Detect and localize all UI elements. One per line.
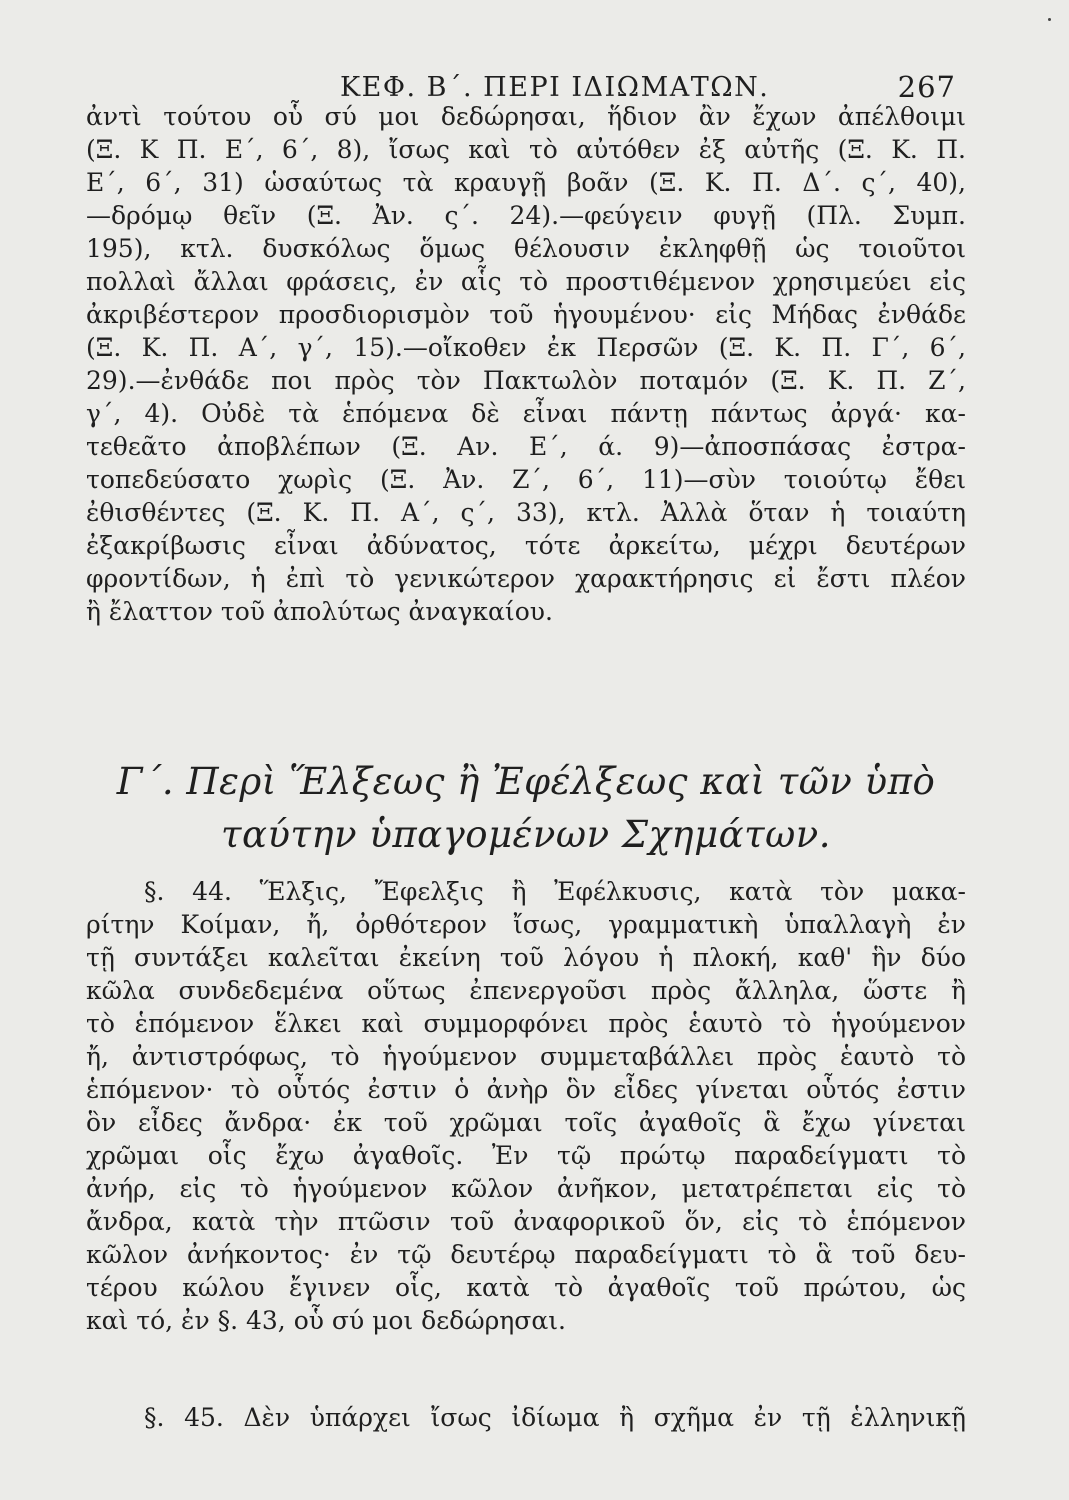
section-heading-line-2: ταύτην ὑπαγομένων Σχημάτων. — [220, 813, 832, 856]
text-line: 195), κτλ. δυσκόλως ὅμως θέλουσιν ἐκληφθῇ ὡς τοιοῦτοι — [86, 234, 966, 263]
text-line: καὶ τό, ἐν §. 43, οὗ σύ μοι δεδώρησαι. — [86, 1306, 566, 1335]
text-line: —δρόμῳ θεῖν (Ξ. Ἀν. ς΄. 24).—φεύγειν φυγῇ (Πλ. Συμπ. — [86, 201, 966, 230]
text-line: ἐθισθέντες (Ξ. Κ. Π. Α΄, ς΄, 33), κτλ. Ἀλλὰ ὅταν ἡ τοιαύτη — [86, 498, 966, 527]
text-line: τέρου κώλου ἔγινεν οἷς, κατὰ τὸ ἀγαθοῖς τοῦ πρώτου, ὡς — [86, 1273, 966, 1302]
text-line: ἑπόμενον· τὸ οὗτός ἐστιν ὁ ἀνὴρ ὃν εἶδες γίνεται οὗτός ἐστιν — [86, 1075, 966, 1104]
text-line: κῶλον ἀνήκοντος· ἐν τῷ δευτέρῳ παραδείγματι τὸ ἃ τοῦ δευ- — [86, 1240, 966, 1269]
text-line: ἀντὶ τούτου οὗ σύ μοι δεδώρησαι, ἥδιον ἂν ἔχων ἀπέλθοιμι — [86, 102, 966, 131]
text-line: §. 45. Δὲν ὑπάρχει ἴσως ἰδίωμα ἢ σχῆμα ἐν τῇ ἑλληνικῇ — [144, 1403, 966, 1432]
section-heading — [86, 755, 966, 861]
text-line: τεθεᾶτο ἀποβλέπων (Ξ. Αν. Ε΄, ά. 9)—ἀποσπάσας ἐστρα- — [86, 432, 966, 461]
page-number: 267 — [897, 70, 956, 104]
text-line: 29).—ἐνθάδε ποι πρὸς τὸν Πακτωλὸν ποταμόν (Ξ. Κ. Π. Ζ΄, — [86, 366, 966, 395]
paragraph-1 — [86, 100, 966, 628]
text-line: χρῶμαι οἷς ἔχω ἀγαθοῖς. Ἐν τῷ πρώτῳ παραδείγματι τὸ — [86, 1141, 966, 1170]
text-line: γ΄, 4). Οὐδὲ τὰ ἑπόμενα δὲ εἶναι πάντῃ πάντως ἀργά· κα- — [86, 399, 966, 428]
running-title: ΚΕΦ. Β΄. ΠΕΡΙ ΙΔΙΩΜΑΤΩΝ. — [340, 72, 770, 103]
text-line: (Ξ. Κ. Π. Α΄, γ΄, 15).—οἴκοθεν ἐκ Περσῶν (Ξ. Κ. Π. Γ΄, 6΄, — [86, 333, 966, 362]
text-line: ἐξακρίβωσις εἶναι ἀδύνατος, τότε ἀρκείτω, μέχρι δευτέρων — [86, 531, 966, 560]
page-speck — [1048, 18, 1051, 21]
text-line: τῇ συντάξει καλεῖται ἐκείνη τοῦ λόγου ἡ πλοκή, καθ' ἣν δύο — [86, 943, 966, 972]
text-line: πολλαὶ ἄλλαι φράσεις, ἐν αἷς τὸ προστιθέμενον χρησιμεύει εἰς — [86, 267, 966, 296]
text-line: ὃν εἶδες ἄνδρα· ἐκ τοῦ χρῶμαι τοῖς ἀγαθοῖς ἃ ἔχω γίνεται — [86, 1108, 966, 1137]
section-heading-line-1: Γ΄. Περὶ Ἕλξεως ἢ Ἐφέλξεως καὶ τῶν ὑπὸ — [116, 760, 936, 803]
text-line: φροντίδων, ἡ ἐπὶ τὸ γενικώτερον χαρακτήρησις εἰ ἔστι πλέον — [86, 564, 966, 593]
text-line: ἤ, ἀντιστρόφως, τὸ ἡγούμενον συμμεταβάλλει πρὸς ἑαυτὸ τὸ — [86, 1042, 966, 1071]
text-line: τοπεδεύσατο χωρὶς (Ξ. Ἀν. Ζ΄, 6΄, 11)—σὺν τοιούτῳ ἔθει — [86, 465, 966, 494]
text-line: τὸ ἑπόμενον ἕλκει καὶ συμμορφόνει πρὸς ἑαυτὸ τὸ ἡγούμενον — [86, 1009, 966, 1038]
text-line: ρίτην Κοίμαν, ἤ, ὀρθότερον ἴσως, γραμματικὴ ὑπαλλαγὴ ἐν — [86, 910, 966, 939]
text-line: Ε΄, 6΄, 31) ὡσαύτως τὰ κραυγῇ βοᾶν (Ξ. Κ. Π. Δ΄. ς΄, 40), — [86, 168, 966, 197]
text-line: (Ξ. Κ Π. Ε΄, 6΄, 8), ἴσως καὶ τὸ αὐτόθεν ἐξ αὐτῆς (Ξ. Κ. Π. — [86, 135, 966, 164]
text-line: §. 44. Ἕλξις, Ἔφελξις ἢ Ἐφέλκυσις, κατὰ τὸν μακα- — [144, 877, 966, 906]
text-line: ἀκριβέστερον προσδιορισμὸν τοῦ ἡγουμένου· εἰς Μήδας ἐνθάδε — [86, 300, 966, 329]
text-line: ἀνήρ, εἰς τὸ ἡγούμενον κῶλον ἀνῆκον, μετατρέπεται εἰς τὸ — [86, 1174, 966, 1203]
paragraph-2 — [86, 875, 966, 1337]
text-line: κῶλα συνδεδεμένα οὕτως ἐπενεργοῦσι πρὸς ἄλληλα, ὥστε ἢ — [86, 976, 966, 1005]
text-line: ἢ ἔλαττον τοῦ ἀπολύτως ἀναγκαίου. — [86, 597, 553, 626]
text-line: ἄνδρα, κατὰ τὴν πτῶσιν τοῦ ἀναφορικοῦ ὅν, εἰς τὸ ἑπόμενον — [86, 1207, 966, 1236]
paragraph-3 — [86, 1401, 966, 1434]
